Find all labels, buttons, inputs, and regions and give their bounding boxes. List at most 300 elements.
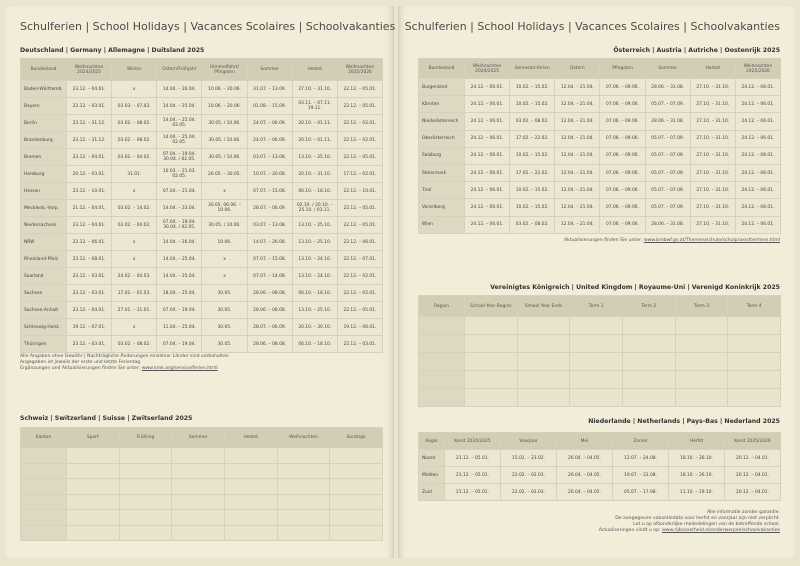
table-cell: 05.07. – 07.09.: [645, 182, 690, 199]
table-cell: 23.12. – 04.01.: [67, 149, 112, 166]
table-row: [419, 130, 781, 147]
row-label[interactable]: [419, 371, 465, 389]
row-label[interactable]: [21, 463, 67, 479]
table-cell[interactable]: [277, 494, 330, 510]
row-label[interactable]: [21, 510, 67, 526]
table-cell: 06.10. – 18.10.: [292, 285, 337, 302]
table-cell: 10.02. – 15.02.: [510, 199, 555, 216]
table-cell[interactable]: [67, 448, 120, 464]
table-row: [21, 217, 383, 234]
table-cell: 05.07. – 07.09.: [645, 199, 690, 216]
table-cell[interactable]: [330, 479, 383, 495]
table-cell: 27.10. – 31.10.: [690, 96, 735, 113]
table-cell[interactable]: [728, 371, 781, 389]
table-header-row: [419, 59, 781, 79]
table-cell: 24.12. – 06.01.: [465, 182, 510, 199]
table-cell[interactable]: [224, 448, 277, 464]
table-cell: 17.02. – 01.03.: [112, 285, 157, 302]
table-header-row: [21, 59, 383, 81]
column-header: Sommer: [172, 428, 225, 448]
row-label: Saarland: [21, 268, 67, 285]
table-cell[interactable]: [277, 510, 330, 526]
germany-note-2: Angegeben ist jeweils der erste und letzte Ferientag: [20, 360, 141, 365]
table-row: [21, 166, 383, 183]
austria-heading: Österreich | Austria | Autriche | Oostenrijk 2025: [613, 47, 780, 54]
table-cell: 07.04. – 19.04. 30.04. / 02.05.: [157, 217, 202, 234]
table-cell: 26.04. – 04.05.: [557, 467, 613, 484]
table-cell: 12.04. – 21.04.: [555, 182, 600, 199]
table-cell: 14.04. – 25.04. 02.05.: [157, 115, 202, 132]
table-cell: 22.12. – 05.01.: [337, 217, 382, 234]
table-cell: 31.07. – 13.09.: [247, 81, 292, 98]
row-label: Niedersachsen: [21, 217, 67, 234]
column-header: Herbst: [690, 59, 735, 79]
column-header: Winter: [112, 59, 157, 81]
table-cell[interactable]: [675, 389, 728, 407]
table-cell[interactable]: [728, 353, 781, 371]
empty-table-row: [21, 510, 383, 526]
row-label: Bremen: [21, 149, 67, 166]
column-header: Term 4: [728, 296, 781, 317]
table-cell[interactable]: [570, 371, 623, 389]
table-cell[interactable]: [465, 389, 518, 407]
netherlands-note-1: Alle informatie zonder garantie.: [707, 510, 780, 515]
table-cell: 24.12. – 06.01.: [735, 130, 780, 147]
row-label: Brandenburg: [21, 132, 67, 149]
column-header: School Year Ends: [517, 296, 570, 317]
row-label[interactable]: [21, 448, 67, 464]
table-cell: 13.10. – 25.10.: [292, 234, 337, 251]
table-cell: 14.04. – 25.04.: [157, 251, 202, 268]
table-cell: 14.04. – 25.04.: [157, 98, 202, 115]
row-label: Niederösterreich: [419, 113, 465, 130]
table-cell: 22.12. – 03.01.: [337, 336, 382, 353]
table-cell: 28.06. – 31.08.: [645, 79, 690, 96]
table-row: [419, 484, 781, 501]
column-header: Herbst: [292, 59, 337, 81]
table-cell: 12.04. – 21.04.: [555, 147, 600, 164]
table-cell[interactable]: [277, 525, 330, 541]
table-cell[interactable]: [119, 463, 172, 479]
column-header: Weihnachten 2025/2026: [337, 59, 382, 81]
table-cell: 10.02. – 15.02.: [510, 96, 555, 113]
table-cell: 07.06. – 09.06.: [600, 79, 645, 96]
table-cell[interactable]: [172, 525, 225, 541]
table-row: [21, 81, 383, 98]
column-header: School Year Begins: [465, 296, 518, 317]
row-label[interactable]: [419, 335, 465, 353]
table-cell[interactable]: [570, 335, 623, 353]
austria-note: Aktualisierungen finden Sie unter: www.bmbwf.gv.at/Themen/schule/schulpraxis/termine.html: [563, 238, 780, 243]
table-row: [21, 268, 383, 285]
table-cell: 24.12. – 06.01.: [465, 130, 510, 147]
table-cell: 22.02. – 02.03.: [501, 467, 557, 484]
table-cell: 27.10. – 31.10.: [690, 216, 735, 233]
table-cell: x: [112, 319, 157, 336]
column-header: Weihnachten 2024/2025: [465, 59, 510, 79]
table-cell[interactable]: [330, 525, 383, 541]
table-cell: 23.12. – 08.01.: [67, 251, 112, 268]
table-cell: 07.06. – 09.06.: [600, 199, 645, 216]
germany-table: [20, 58, 383, 353]
table-cell: 14.04. – 25.04. 02.05.: [157, 132, 202, 149]
table-cell: 03.02. – 08.02.: [112, 336, 157, 353]
table-cell[interactable]: [728, 335, 781, 353]
table-cell[interactable]: [465, 371, 518, 389]
table-cell: 22.12. – 07.01.: [337, 251, 382, 268]
column-header: Frühling: [119, 428, 172, 448]
row-label[interactable]: [419, 353, 465, 371]
row-label: Sachsen: [21, 285, 67, 302]
netherlands-note-4: Actualiseringen vindt u op: www.rijksoverheid.nl/onderwerpen/schoolvakanties: [598, 528, 780, 533]
table-cell: 18.04. – 25.04.: [157, 285, 202, 302]
table-cell: 14.04. – 26.04.: [157, 234, 202, 251]
table-cell: 22.12. – 05.01.: [337, 149, 382, 166]
table-row: [21, 183, 383, 200]
table-cell[interactable]: [570, 317, 623, 335]
table-cell[interactable]: [67, 479, 120, 495]
table-cell: 05.07. – 07.09.: [645, 96, 690, 113]
column-header: Himmelfahrt/ Pfingsten: [202, 59, 247, 81]
table-cell[interactable]: [622, 389, 675, 407]
table-header-row: [21, 428, 383, 448]
table-cell: 27.10. – 31.10.: [292, 81, 337, 98]
row-label[interactable]: [419, 317, 465, 335]
table-cell[interactable]: [570, 389, 623, 407]
table-cell: 28.07. – 06.09.: [247, 200, 292, 217]
table-cell[interactable]: [119, 525, 172, 541]
table-cell: 20.12. – 04.01.: [725, 484, 781, 501]
table-cell: 22.12. – 05.01.: [337, 98, 382, 115]
uk-heading: Vereinigtes Königreich | United Kingdom | Royaume-Uni | Verenigd Koninkrijk 2025: [490, 284, 780, 291]
row-label: Bayern: [21, 98, 67, 115]
column-header: Sommer: [645, 59, 690, 79]
table-cell: 14.07. – 26.08.: [247, 234, 292, 251]
table-cell[interactable]: [277, 479, 330, 495]
table-cell[interactable]: [330, 448, 383, 464]
row-label: Hamburg: [21, 166, 67, 183]
table-cell: 07.06. – 09.06.: [600, 164, 645, 181]
row-label: Wien: [419, 216, 465, 233]
row-label: Mecklenb.-Vorp.: [21, 200, 67, 217]
right-page: [398, 6, 794, 558]
table-cell: 23.12. – 31.12.: [67, 115, 112, 132]
germany-link[interactable]: www.kmk.org/service/ferien.html: [141, 366, 218, 371]
table-cell: 13.10. – 25.10.: [292, 302, 337, 319]
column-header: Sommer: [247, 59, 292, 81]
left-page: [6, 6, 394, 558]
row-label[interactable]: [21, 525, 67, 541]
table-cell: 07.04. – 19.04. 30.04. / 02.05.: [157, 149, 202, 166]
column-header: Kerst 2024/2025: [445, 433, 501, 450]
table-cell: 20.12. – 03.01.: [67, 166, 112, 183]
empty-table-row: [21, 479, 383, 495]
table-cell: 22.12. – 05.01.: [337, 200, 382, 217]
table-cell: 10.02. – 15.02.: [510, 182, 555, 199]
row-label: Salzburg: [419, 147, 465, 164]
table-cell: 07.06. – 09.06.: [600, 216, 645, 233]
column-header: Weihnachten 2025/2026: [735, 59, 780, 79]
table-cell[interactable]: [517, 353, 570, 371]
table-cell: 22.02. – 02.03.: [501, 484, 557, 501]
table-cell[interactable]: [675, 335, 728, 353]
column-header: Region: [419, 296, 465, 317]
table-cell[interactable]: [330, 463, 383, 479]
netherlands-link[interactable]: www.rijksoverheid.nl/onderwerpen/schoolvakanties: [662, 528, 780, 533]
table-cell: 28.06. – 08.08.: [247, 302, 292, 319]
table-cell[interactable]: [277, 448, 330, 464]
table-cell: 07.06. – 09.06.: [600, 113, 645, 130]
column-header: Voorjaar: [501, 433, 557, 450]
table-cell: 10.06.: [202, 234, 247, 251]
table-cell[interactable]: [172, 448, 225, 464]
table-cell[interactable]: [224, 479, 277, 495]
table-cell[interactable]: [517, 389, 570, 407]
column-header: Kerst 2025/2026: [725, 433, 781, 450]
row-label: Burgenland: [419, 79, 465, 96]
table-cell: 21.12. – 05.01.: [445, 450, 501, 467]
table-cell: 23.12. – 03.01.: [67, 268, 112, 285]
table-cell[interactable]: [67, 525, 120, 541]
column-header: Zomer: [613, 433, 669, 450]
table-cell: 20.12. – 04.01.: [725, 450, 781, 467]
table-row: [419, 182, 781, 199]
table-row: [21, 302, 383, 319]
row-label: Midden: [419, 467, 445, 484]
row-label[interactable]: [21, 479, 67, 495]
row-label: Noord: [419, 450, 445, 467]
table-cell: 14.04. – 25.04.: [157, 268, 202, 285]
netherlands-notes: [599, 510, 780, 534]
table-cell: 31.01.: [112, 166, 157, 183]
table-cell: 23.12. – 03.01.: [67, 285, 112, 302]
table-cell: 21.12. – 04.01.: [67, 200, 112, 217]
table-cell: 19.12. – 07.01.: [67, 319, 112, 336]
table-cell: 03.07. – 13.08.: [247, 217, 292, 234]
table-cell[interactable]: [119, 510, 172, 526]
table-cell: 03.02. – 04.02.: [112, 149, 157, 166]
table-cell: 02.10. / 20.10. – 25.10. / 03.11.: [292, 200, 337, 217]
table-cell[interactable]: [622, 353, 675, 371]
row-label: Rheinland-Pfalz: [21, 251, 67, 268]
column-header: Term 1: [570, 296, 623, 317]
germany-note-1: Alle Angaben ohne Gewähr | Nachträgliche Änderungen einzelner Länder sind vorbehalten: [20, 354, 229, 359]
table-cell: 23.12. – 10.01.: [67, 183, 112, 200]
table-cell: 12.04. – 21.04.: [555, 130, 600, 147]
table-cell: 14.04. – 26.04.: [157, 81, 202, 98]
table-cell[interactable]: [465, 353, 518, 371]
table-cell[interactable]: [224, 494, 277, 510]
netherlands-table: [418, 432, 781, 501]
table-cell: 22.12. – 02.01.: [337, 132, 382, 149]
table-cell: 24.02. – 04.03.: [112, 268, 157, 285]
table-cell[interactable]: [67, 494, 120, 510]
table-cell: 07.06. – 09.06.: [600, 147, 645, 164]
table-row: [419, 113, 781, 130]
table-cell: 07.07. – 15.08.: [247, 251, 292, 268]
table-cell[interactable]: [728, 317, 781, 335]
table-cell: 24.12. – 06.01.: [465, 96, 510, 113]
table-cell: 19.07. – 31.08.: [613, 467, 669, 484]
table-cell[interactable]: [570, 353, 623, 371]
column-header: Semester-ferien: [510, 59, 555, 79]
column-header: Weihnachten 2024/2025: [67, 59, 112, 81]
table-cell: 12.07. – 24.08.: [613, 450, 669, 467]
table-cell: 10.03. – 21.03. 02.05.: [157, 166, 202, 183]
table-cell[interactable]: [465, 317, 518, 335]
table-cell: 10.02. – 15.02.: [510, 79, 555, 96]
table-cell: 22.12. – 05.01.: [337, 81, 382, 98]
table-row: [21, 200, 383, 217]
table-cell: 18.10. – 26.10.: [669, 450, 725, 467]
table-cell[interactable]: [622, 317, 675, 335]
table-cell: 27.10. – 31.10.: [690, 182, 735, 199]
table-cell: 23.12. – 06.01.: [67, 234, 112, 251]
table-cell: 12.04. – 21.04.: [555, 113, 600, 130]
austria-table: [418, 58, 781, 234]
row-label: Berlin: [21, 115, 67, 132]
table-cell[interactable]: [277, 463, 330, 479]
table-row: [419, 467, 781, 484]
table-row: [21, 336, 383, 353]
empty-table-row: [419, 335, 781, 353]
table-cell: 11.04. – 25.04.: [157, 319, 202, 336]
table-cell[interactable]: [330, 510, 383, 526]
table-cell[interactable]: [622, 371, 675, 389]
table-cell: x: [112, 234, 157, 251]
table-cell[interactable]: [119, 494, 172, 510]
germany-notes: [20, 354, 229, 372]
table-cell: 27.10. – 31.10.: [690, 130, 735, 147]
table-cell: 30.05. 06.06. – 10.06.: [202, 200, 247, 217]
table-cell: 24.12. – 06.01.: [735, 216, 780, 233]
table-row: [21, 98, 383, 115]
table-cell: 27.10. – 31.10.: [690, 199, 735, 216]
table-cell[interactable]: [517, 371, 570, 389]
table-cell: 24.12. – 06.01.: [735, 199, 780, 216]
table-cell: 03.11. – 07.11. 19.11.: [292, 98, 337, 115]
row-label[interactable]: [419, 389, 465, 407]
table-cell: 06.10. – 18.10.: [292, 336, 337, 353]
table-cell: 17.02. – 22.02.: [510, 130, 555, 147]
table-cell[interactable]: [67, 510, 120, 526]
table-cell: 12.04. – 21.04.: [555, 216, 600, 233]
row-label: NRW: [21, 234, 67, 251]
table-cell[interactable]: [172, 463, 225, 479]
switzerland-heading: Schweiz | Switzerland | Suisse | Zwitserland 2025: [20, 415, 193, 422]
table-cell: 28.07. – 06.09.: [247, 319, 292, 336]
table-cell: 27.01. – 31.01.: [112, 302, 157, 319]
empty-table-row: [21, 525, 383, 541]
table-cell[interactable]: [675, 317, 728, 335]
left-page-title: Schulferien | School Holidays | Vacances Scolaires | Schoolvakanties: [20, 20, 396, 33]
table-cell[interactable]: [517, 335, 570, 353]
row-label: Thüringen: [21, 336, 67, 353]
table-cell: 22.12. – 02.01.: [337, 268, 382, 285]
row-label: Vorarlberg: [419, 199, 465, 216]
table-cell: 28.06. – 08.08.: [247, 285, 292, 302]
table-cell: 14.04. – 23.04.: [157, 200, 202, 217]
table-cell: 07.04. – 21.04.: [157, 183, 202, 200]
table-cell: 28.06. – 08.08.: [247, 336, 292, 353]
empty-table-row: [419, 389, 781, 407]
table-cell[interactable]: [224, 525, 277, 541]
table-row: [419, 147, 781, 164]
table-cell: 12.04. – 21.04.: [555, 96, 600, 113]
column-header: Bundesland: [419, 59, 465, 79]
table-cell: 24.12. – 06.01.: [465, 164, 510, 181]
table-row: [419, 199, 781, 216]
table-cell: 24.12. – 06.01.: [735, 164, 780, 181]
table-row: [419, 450, 781, 467]
table-cell: 20.12. – 04.01.: [725, 467, 781, 484]
table-cell: 26.04. – 04.05.: [557, 450, 613, 467]
table-row: [21, 285, 383, 302]
germany-note-3: Ergänzungen und Aktualisierungen finden Sie unter: www.kmk.org/service/ferien.html: [20, 366, 218, 371]
right-page-title: Schulferien | School Holidays | Vacances Scolaires | Schoolvakanties: [404, 20, 780, 33]
table-cell[interactable]: [675, 353, 728, 371]
table-cell: 07.07. – 14.08.: [247, 268, 292, 285]
table-cell[interactable]: [172, 479, 225, 495]
table-cell: 24.12. – 06.01.: [465, 113, 510, 130]
table-cell[interactable]: [517, 317, 570, 335]
table-cell: 17.12. – 02.01.: [337, 166, 382, 183]
uk-table: [418, 295, 781, 407]
table-cell[interactable]: [728, 389, 781, 407]
empty-table-row: [21, 463, 383, 479]
empty-table-row: [419, 353, 781, 371]
table-cell: 30.05. / 10.06.: [202, 132, 247, 149]
austria-link[interactable]: www.bmbwf.gv.at/Themen/schule/schulpraxis/termine.html: [643, 238, 780, 243]
table-cell[interactable]: [172, 510, 225, 526]
row-label: Oberösterreich: [419, 130, 465, 147]
table-cell: 28.06. – 31.08.: [645, 216, 690, 233]
table-cell[interactable]: [172, 494, 225, 510]
table-cell: 24.07. – 06.09.: [247, 115, 292, 132]
table-cell: 20.10. – 01.11.: [292, 115, 337, 132]
table-cell[interactable]: [465, 335, 518, 353]
table-cell: 24.12. – 06.01.: [465, 79, 510, 96]
table-cell[interactable]: [675, 371, 728, 389]
row-label: Baden-Württemb.: [21, 81, 67, 98]
row-label[interactable]: [21, 494, 67, 510]
table-cell[interactable]: [330, 494, 383, 510]
table-row: [419, 79, 781, 96]
table-cell: 07.06. – 09.06.: [600, 182, 645, 199]
table-cell[interactable]: [224, 510, 277, 526]
table-cell: 05.07. – 07.09.: [645, 164, 690, 181]
table-cell: 24.12. – 06.01.: [735, 147, 780, 164]
table-cell: 05.07. – 07.09.: [645, 147, 690, 164]
table-cell: 07.07. – 15.08.: [247, 183, 292, 200]
table-cell: 20.10. – 30.10.: [292, 319, 337, 336]
row-label: Hessen: [21, 183, 67, 200]
table-cell[interactable]: [224, 463, 277, 479]
table-cell[interactable]: [119, 479, 172, 495]
table-cell[interactable]: [119, 448, 172, 464]
empty-table-row: [419, 371, 781, 389]
table-cell[interactable]: [67, 463, 120, 479]
table-cell: 12.04. – 21.04.: [555, 199, 600, 216]
table-cell: 07.06. – 09.06.: [600, 130, 645, 147]
table-cell: 30.05.: [202, 285, 247, 302]
table-cell: 24.12. – 06.01.: [735, 96, 780, 113]
table-cell[interactable]: [622, 335, 675, 353]
table-cell: 03.02. – 08.02.: [112, 132, 157, 149]
table-cell: 30.05. / 10.06.: [202, 217, 247, 234]
table-cell: 05.07. – 17.08.: [613, 484, 669, 501]
table-cell: x: [202, 268, 247, 285]
